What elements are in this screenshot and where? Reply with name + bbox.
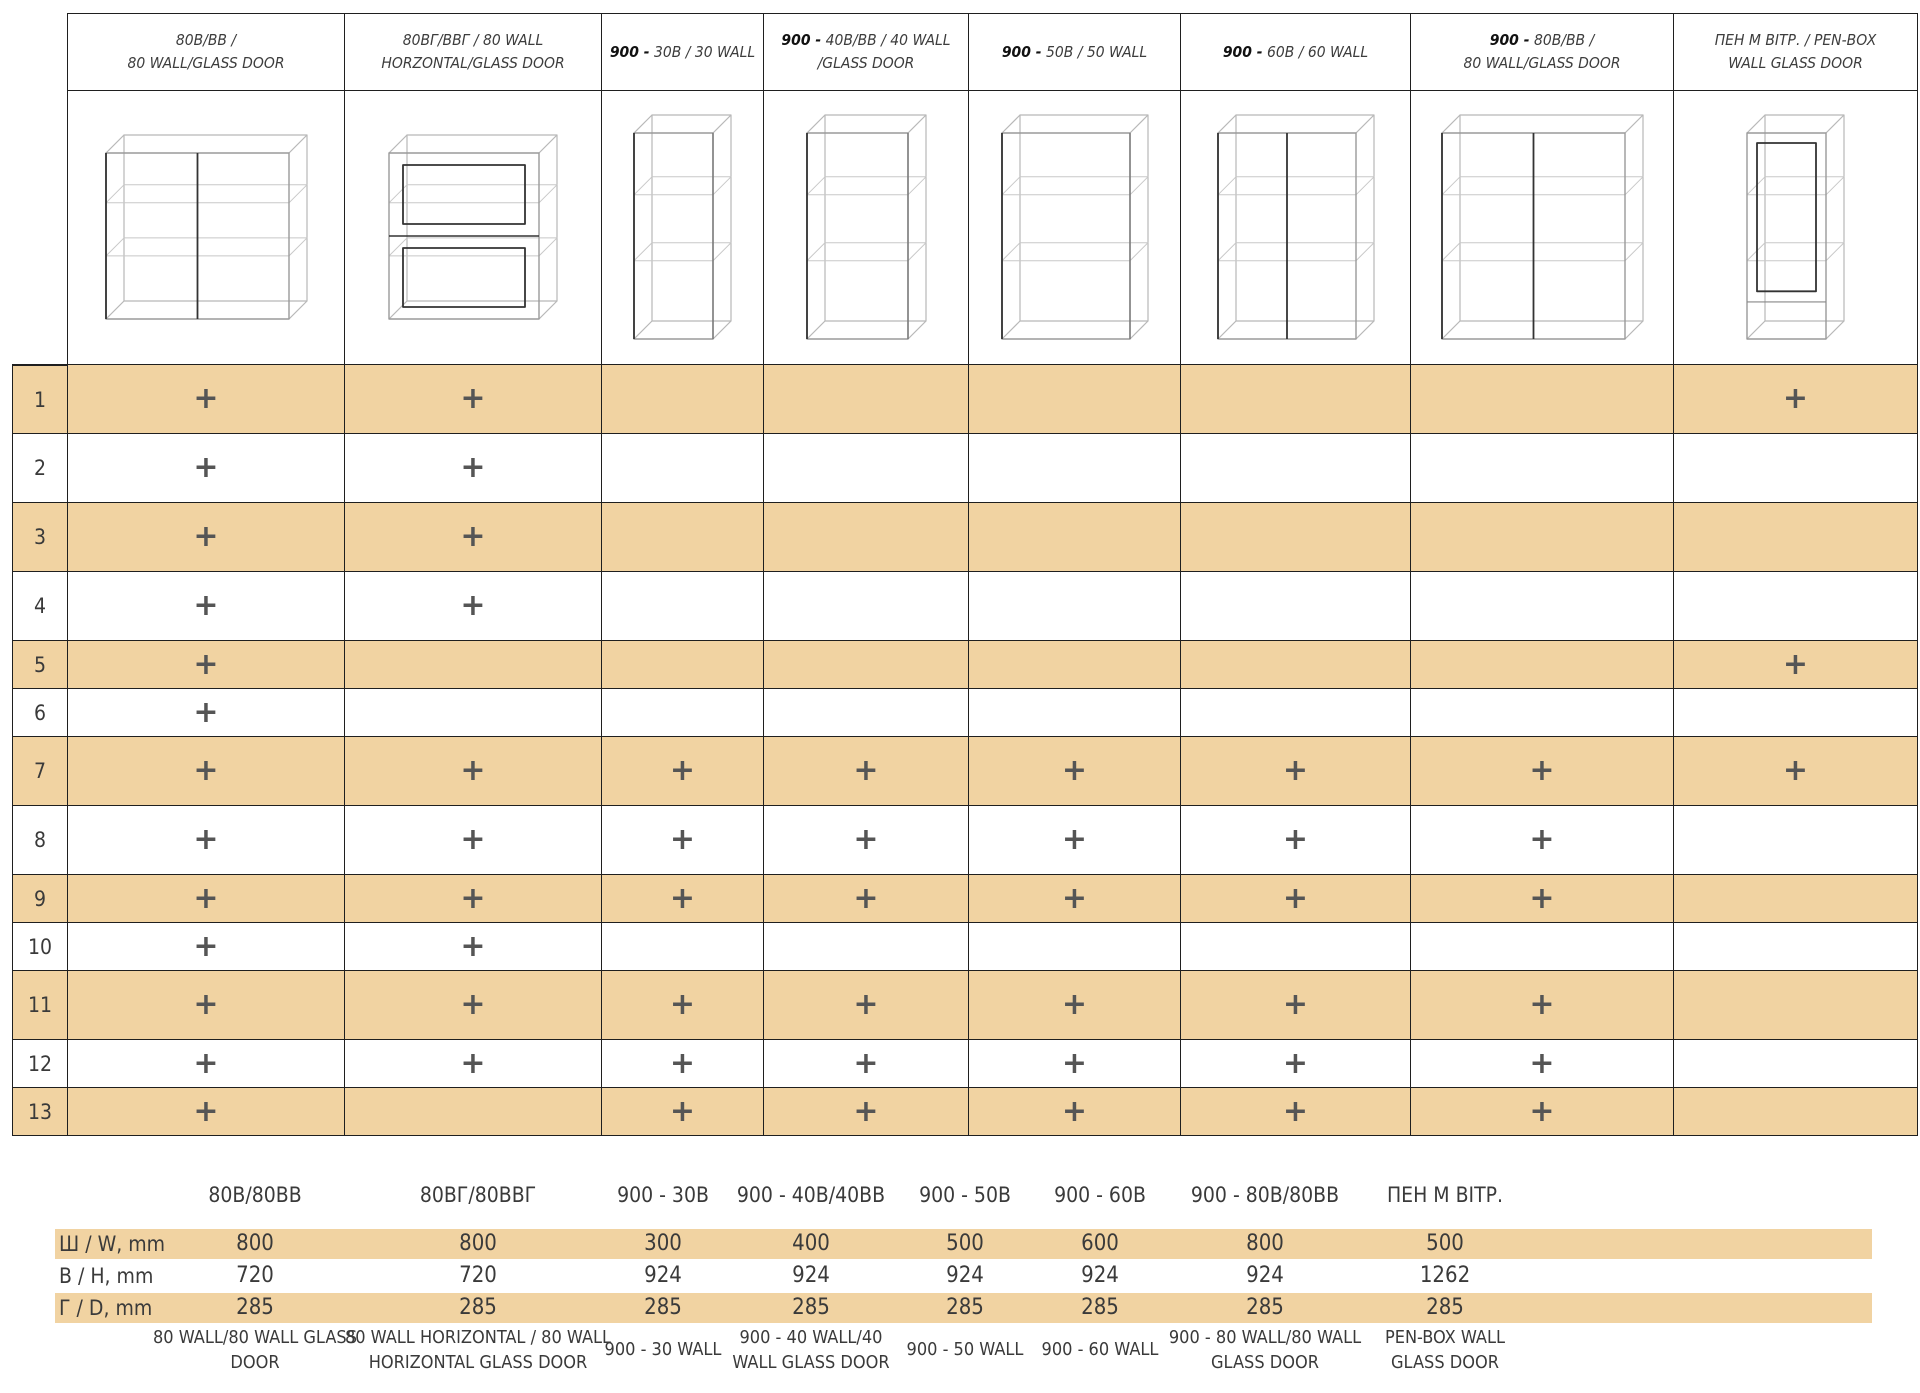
compat-cell [345, 689, 602, 737]
compat-cell [1181, 1088, 1411, 1136]
dimension-label: Г / D, mm [59, 1296, 153, 1320]
column-header [1411, 13, 1674, 91]
column-header [345, 13, 602, 91]
plus-mark: + [193, 694, 219, 730]
tall-double-door-wall-cabinet-80-icon [1440, 113, 1645, 343]
compat-cell [1181, 503, 1411, 572]
plus-mark: + [669, 987, 696, 1022]
row-number: 6 [12, 689, 68, 737]
compat-cell [764, 971, 969, 1040]
column-header [602, 13, 764, 91]
dimension-value: 400 [792, 1231, 830, 1256]
plus-mark: + [669, 880, 696, 916]
compat-cell [764, 572, 969, 641]
plus-mark: + [1282, 822, 1309, 857]
dimension-value: 285 [1426, 1295, 1464, 1320]
compat-cell [345, 737, 602, 806]
plus-mark: + [460, 822, 486, 857]
compat-cell [345, 641, 602, 689]
column-header-label [381, 29, 564, 75]
compat-cell [1411, 434, 1674, 503]
compat-cell [764, 806, 969, 875]
compat-cell [602, 689, 764, 737]
compat-cell [68, 806, 345, 875]
plus-mark: + [1282, 987, 1309, 1022]
plus-mark: + [1782, 381, 1809, 416]
plus-mark: + [1282, 753, 1309, 788]
compat-cell [1181, 689, 1411, 737]
column-header-prefix: 900 - [609, 42, 650, 61]
column-header [1674, 13, 1918, 91]
dimension-label: Ш / W, mm [59, 1232, 166, 1256]
compat-cell [1181, 806, 1411, 875]
row-number: 10 [12, 923, 68, 971]
cabinet-name: 900 - 60 WALL [1041, 1339, 1159, 1360]
compat-cell [68, 1040, 345, 1088]
column-header-label [127, 29, 284, 75]
compat-cell [969, 923, 1181, 971]
row-number: 1 [12, 365, 68, 434]
plus-mark: + [853, 822, 879, 857]
dimension-value: 924 [946, 1263, 984, 1288]
cabinet-drawing [602, 91, 764, 365]
row-number: 3 [12, 503, 68, 572]
compat-cell [969, 365, 1181, 434]
plus-mark: + [1529, 1045, 1555, 1081]
dimension-row [55, 1293, 1872, 1323]
dimension-row [55, 1261, 1872, 1291]
cabinet-drawing [1674, 91, 1918, 365]
compatibility-grid [12, 13, 1915, 1140]
dimension-column-header: 900 - 80В/80ВВ [1190, 1183, 1340, 1207]
plus-mark: + [193, 1093, 219, 1129]
compat-cell [969, 572, 1181, 641]
row-number: 11 [12, 971, 68, 1040]
plus-mark: + [1529, 880, 1555, 916]
dimension-column-header: 80В/80ВВ [208, 1183, 302, 1207]
plus-mark: + [1282, 1045, 1309, 1081]
column-header-label [1223, 41, 1368, 64]
compat-cell [68, 689, 345, 737]
plus-mark: + [460, 1045, 486, 1081]
plus-mark: + [669, 822, 696, 857]
column-header-text: 40В/ВВ / 40 WALL /GLASS DOOR [817, 31, 951, 72]
row-number: 13 [12, 1088, 68, 1136]
plus-mark: + [460, 928, 486, 964]
dimension-label: В / H, mm [59, 1264, 154, 1288]
compat-cell [1674, 875, 1918, 923]
plus-mark: + [669, 753, 696, 788]
dimension-value: 720 [459, 1263, 497, 1288]
plus-mark: + [460, 987, 486, 1022]
column-header [68, 13, 345, 91]
plus-mark: + [460, 880, 486, 916]
dimension-value: 720 [236, 1263, 274, 1288]
tall-wall-cabinet-50-icon [1000, 113, 1150, 343]
dimensions-table [55, 1175, 1872, 1379]
cabinet-drawing [1181, 91, 1411, 365]
column-header-text: 30В / 30 WALL [654, 42, 756, 61]
dimension-value: 924 [792, 1263, 830, 1288]
plus-mark: + [460, 381, 486, 416]
dimension-column-header: 80ВГ/80ВВГ [419, 1183, 537, 1207]
plus-mark: + [1061, 987, 1088, 1022]
dimension-column-header: ПЕН М ВІТР. [1386, 1183, 1504, 1207]
plus-mark: + [1061, 1045, 1088, 1081]
plus-mark: + [193, 1045, 219, 1081]
compat-cell [1674, 434, 1918, 503]
compat-cell [345, 806, 602, 875]
cabinet-name: 80 WALL HORIZONTAL / 80 WALL HORIZONTAL GLASS DOOR [344, 1327, 612, 1373]
compat-cell [764, 641, 969, 689]
compat-cell [345, 923, 602, 971]
dimension-value: 285 [459, 1295, 497, 1320]
column-header [969, 13, 1181, 91]
cabinet-drawing [969, 91, 1181, 365]
row-number: 8 [12, 806, 68, 875]
plus-mark: + [1061, 822, 1088, 857]
cabinet-drawing [764, 91, 969, 365]
compat-cell [68, 572, 345, 641]
compat-cell [1674, 572, 1918, 641]
plus-mark: + [1061, 1093, 1088, 1129]
compat-cell [68, 923, 345, 971]
compat-cell [969, 1088, 1181, 1136]
compat-cell [602, 737, 764, 806]
compat-cell [345, 1088, 602, 1136]
compat-cell [68, 365, 345, 434]
dimensions-header-row [55, 1175, 1872, 1229]
compat-cell [345, 434, 602, 503]
column-header-prefix: 900 - [1489, 31, 1530, 49]
column-header-label [610, 41, 755, 64]
plus-mark: + [1782, 753, 1809, 788]
plus-mark: + [1529, 987, 1555, 1022]
compat-cell [68, 875, 345, 923]
plus-mark: + [669, 1093, 696, 1129]
compat-cell [969, 806, 1181, 875]
dimension-value: 285 [1081, 1295, 1119, 1320]
compat-cell [764, 923, 969, 971]
compat-cell [602, 503, 764, 572]
compat-cell [1674, 737, 1918, 806]
dimension-value: 500 [1426, 1231, 1464, 1256]
compat-cell [1674, 365, 1918, 434]
compat-cell [1411, 1040, 1674, 1088]
compat-cell [969, 1040, 1181, 1088]
compat-cell [1674, 971, 1918, 1040]
plus-mark: + [1529, 1093, 1555, 1129]
compat-cell [969, 971, 1181, 1040]
compat-cell [1674, 1088, 1918, 1136]
plus-mark: + [193, 646, 219, 682]
compat-cell [345, 875, 602, 923]
compat-cell [969, 875, 1181, 923]
compat-cell [1674, 689, 1918, 737]
compat-cell [764, 1088, 969, 1136]
compat-cell [969, 434, 1181, 503]
compat-cell [1181, 737, 1411, 806]
compat-cell [1181, 875, 1411, 923]
compat-cell [68, 434, 345, 503]
dimension-value: 800 [236, 1231, 274, 1256]
compat-cell [602, 806, 764, 875]
compat-cell [1411, 572, 1674, 641]
compat-cell [68, 641, 345, 689]
compat-cell [1181, 971, 1411, 1040]
row-number: 5 [12, 641, 68, 689]
dimension-value: 285 [1246, 1295, 1284, 1320]
plus-mark: + [1529, 822, 1555, 857]
cabinet-name: 80 WALL/80 WALL GLASS DOOR [153, 1327, 357, 1373]
cabinet-drawing [1411, 91, 1674, 365]
plus-mark: + [853, 880, 879, 916]
compat-cell [1674, 923, 1918, 971]
compat-cell [1181, 365, 1411, 434]
compat-cell [602, 641, 764, 689]
cabinet-drawing [345, 91, 602, 365]
compat-cell [345, 572, 602, 641]
compat-cell [602, 572, 764, 641]
row-number: 9 [12, 875, 68, 923]
compat-cell [345, 1040, 602, 1088]
double-door-wall-cabinet-icon [104, 133, 309, 323]
corner-cell [12, 91, 68, 365]
column-header-text: 50В / 50 WALL [1046, 42, 1148, 61]
dimension-value: 924 [1246, 1263, 1284, 1288]
compat-cell [602, 875, 764, 923]
column-header-text: 80В/ВВ / 80 WALL/GLASS DOOR [1463, 31, 1621, 72]
dimension-column-header: 900 - 50В [919, 1183, 1011, 1207]
compat-cell [1411, 806, 1674, 875]
column-header-prefix: 900 - [1222, 42, 1263, 61]
plus-mark: + [669, 1045, 696, 1081]
compat-cell [764, 434, 969, 503]
compat-cell [1674, 1040, 1918, 1088]
plus-mark: + [460, 588, 486, 623]
plus-mark: + [193, 987, 219, 1022]
plus-mark: + [1782, 646, 1809, 682]
compat-cell [969, 689, 1181, 737]
column-header-text: ПЕН М ВІТР. / PEN-BOX WALL GLASS DOOR [1714, 31, 1877, 72]
compat-cell [602, 434, 764, 503]
compat-cell [1411, 923, 1674, 971]
compat-cell [764, 365, 969, 434]
corner-cell [12, 13, 68, 91]
column-header [764, 13, 969, 91]
row-number: 7 [12, 737, 68, 806]
compat-cell [1411, 641, 1674, 689]
plus-mark: + [853, 1093, 879, 1129]
column-header-label [1002, 41, 1147, 64]
compat-cell [969, 503, 1181, 572]
compat-cell [345, 365, 602, 434]
dimension-value: 924 [644, 1263, 682, 1288]
compat-cell [1411, 365, 1674, 434]
row-number: 4 [12, 572, 68, 641]
plus-mark: + [853, 987, 879, 1022]
column-header-text: 60В / 60 WALL [1267, 42, 1369, 61]
compat-cell [602, 1088, 764, 1136]
plus-mark: + [460, 753, 486, 788]
compat-cell [1674, 503, 1918, 572]
compat-cell [345, 971, 602, 1040]
horizontal-lift-wall-cabinet-icon [387, 133, 559, 323]
dimension-column-header: 900 - 60В [1054, 1183, 1146, 1207]
column-header-label [1463, 29, 1620, 75]
compat-cell [68, 971, 345, 1040]
compat-cell [345, 503, 602, 572]
column-header-prefix: 900 - [781, 31, 822, 49]
plus-mark: + [193, 928, 219, 964]
compat-cell [1411, 737, 1674, 806]
plus-mark: + [193, 519, 219, 554]
plus-mark: + [193, 588, 219, 623]
plus-mark: + [460, 519, 486, 554]
compat-cell [1411, 971, 1674, 1040]
compat-cell [1674, 641, 1918, 689]
cabinet-name: 900 - 80 WALL/80 WALL GLASS DOOR [1168, 1327, 1362, 1373]
tall-wall-cabinet-40-icon [805, 113, 928, 343]
row-number: 12 [12, 1040, 68, 1088]
compat-cell [969, 641, 1181, 689]
cabinet-name: 900 - 30 WALL [604, 1339, 722, 1360]
narrow-tall-wall-cabinet-icon [632, 113, 733, 343]
column-header-text: 80ВГ/ВВГ / 80 WALL HORZONTAL/GLASS DOOR [381, 31, 565, 72]
column-header-prefix: 900 - [1001, 42, 1042, 61]
plus-mark: + [1061, 753, 1088, 788]
plus-mark: + [193, 880, 219, 916]
dimension-value: 285 [644, 1295, 682, 1320]
plus-mark: + [193, 822, 219, 857]
cabinet-name: PEN-BOX WALL GLASS DOOR [1384, 1327, 1506, 1373]
compat-cell [1181, 923, 1411, 971]
plus-mark: + [1282, 1093, 1309, 1129]
compat-cell [1411, 503, 1674, 572]
dimension-value: 285 [946, 1295, 984, 1320]
compat-cell [764, 737, 969, 806]
dimension-column-header: 900 - 30В [617, 1183, 709, 1207]
dimension-value: 800 [1246, 1231, 1284, 1256]
compat-cell [68, 1088, 345, 1136]
row-number: 2 [12, 434, 68, 503]
plus-mark: + [193, 753, 219, 788]
cabinet-name: 900 - 40 WALL/40 WALL GLASS DOOR [732, 1327, 890, 1373]
compat-cell [68, 737, 345, 806]
pen-box-glass-door-cabinet-icon [1745, 113, 1846, 343]
dimension-column-header: 900 - 40В/40ВВ [736, 1183, 886, 1207]
compat-cell [1181, 434, 1411, 503]
compat-cell [602, 1040, 764, 1088]
compat-cell [602, 365, 764, 434]
tall-double-door-wall-cabinet-60-icon [1216, 113, 1376, 343]
compat-cell [1411, 1088, 1674, 1136]
column-header-text: 80В/ВВ / 80 WALL/GLASS DOOR [127, 31, 285, 72]
compat-cell [764, 1040, 969, 1088]
dimension-value: 285 [236, 1295, 274, 1320]
column-header [1181, 13, 1411, 91]
column-header-label [781, 29, 950, 75]
compat-cell [1411, 689, 1674, 737]
compat-cell [602, 923, 764, 971]
compat-cell [602, 971, 764, 1040]
dimension-value: 500 [946, 1231, 984, 1256]
plus-mark: + [193, 381, 219, 416]
cabinet-drawing [68, 91, 345, 365]
plus-mark: + [1061, 880, 1088, 916]
compat-cell [1411, 875, 1674, 923]
plus-mark: + [853, 753, 879, 788]
compat-cell [1674, 806, 1918, 875]
plus-mark: + [193, 450, 219, 485]
compat-cell [1181, 1040, 1411, 1088]
compat-cell [764, 503, 969, 572]
compat-cell [764, 875, 969, 923]
plus-mark: + [853, 1045, 879, 1081]
dimension-value: 285 [792, 1295, 830, 1320]
dimension-row [55, 1229, 1872, 1259]
dimensions-body [55, 1229, 1872, 1379]
dimension-value: 800 [459, 1231, 497, 1256]
dimension-value: 600 [1081, 1231, 1119, 1256]
column-header-label [1715, 29, 1877, 75]
cabinet-name: 900 - 50 WALL [906, 1339, 1024, 1360]
dimension-value: 300 [644, 1231, 682, 1256]
plus-mark: + [1529, 753, 1555, 788]
dimension-value: 1262 [1419, 1263, 1471, 1288]
compat-cell [1181, 572, 1411, 641]
dimension-value: 924 [1081, 1263, 1119, 1288]
compat-cell [68, 503, 345, 572]
plus-mark: + [1282, 880, 1309, 916]
compat-cell [1181, 641, 1411, 689]
plus-mark: + [460, 450, 486, 485]
compat-cell [764, 689, 969, 737]
compat-cell [969, 737, 1181, 806]
